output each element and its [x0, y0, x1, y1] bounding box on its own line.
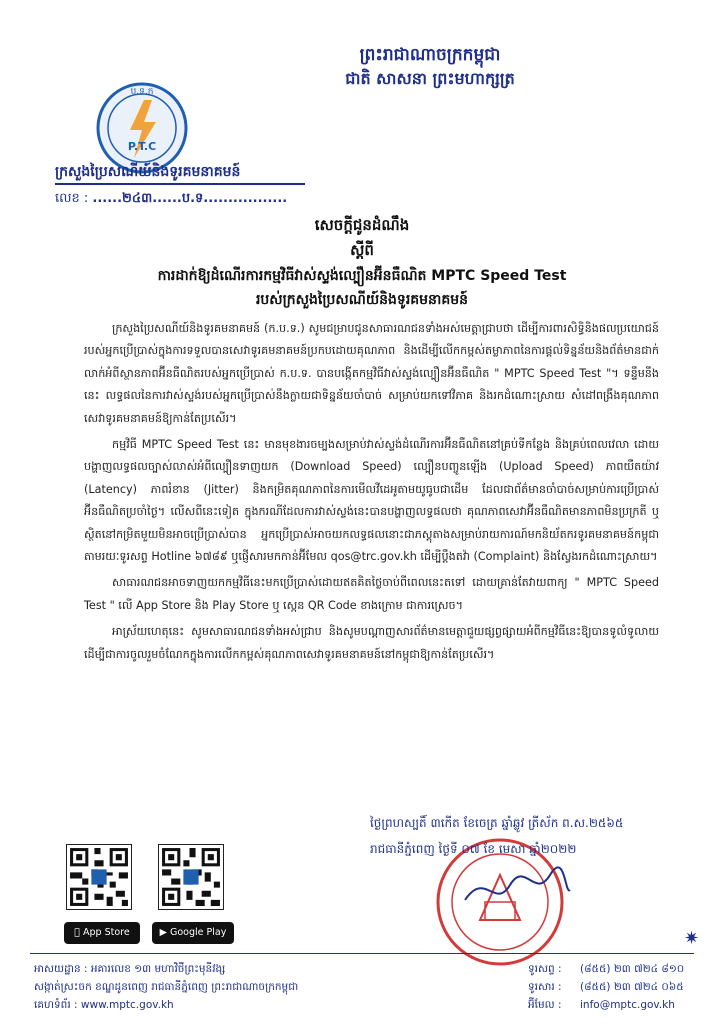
email-link[interactable]: info@mptc.gov.kh [580, 999, 675, 1011]
reference-value: ......២៤៣......ប.ទ................. [92, 191, 288, 206]
website-label: គេហទំព័រ : [34, 999, 78, 1011]
reference-label: លេខ : [55, 191, 89, 206]
address-line-2: សង្កាត់ស្រះចក ខណ្ឌដូនពេញ រាជធានីភ្នំពេញ ព្រះរាជាណាចក្រកម្ពុជា [34, 981, 299, 993]
fax-value: (៨៥៥) ២៣ ៧២៤ ០៦៥ [580, 981, 684, 993]
paragraph-1: ក្រសួងប្រៃសណីយ៍និងទូរគមនាគមន៍ (ក.ប.ទ.) សូមជម្រាបជូនសាធារណជនទាំងអស់មេត្តាជ្រាបថា ដើម្បីការពារសិទ្ធិនិងផលប្រយោជន៍របស់អ្នកប្រើប្រាស់ក្នុងការទទួលបានសេវាទូរគមនាគមន៍ប្រកបដោយគុណភាព និងដើម្បីលើកកម្ពស់តម្លាភាពនៃការផ្តល់ទិន្នន័យនិងព័ត៌មានជាក់លាក់អំពីស្ថានភាពអ៊ីនធឺណិតរបស់អ្នកប្រើប្រាស់ ក.ប.ទ. បានបង្កើតកម្មវិធីវាស់ស្ទង់ល្បឿនអ៊ីនធឺណិត " MPTC Speed Test "។ ទន្ទឹមនឹងនេះ លទ្ធផលនៃការវាស់ស្ទង់របស់អ្នកប្រើប្រាស់នឹងក្លាយជាទិន្នន័យចាំបាច់ សម្រាប់យកទៅវិភាគ និងរកដំណោះស្រាយ សំដៅពង្រឹងគុណភាពសេវាទូរគមនាគមន៍ឱ្យកាន់តែប្រសើរ។ [84, 322, 659, 425]
ministry-name: ក្រសួងប្រៃសណីយ៍និងទូរគមនាគមន៍ [55, 164, 241, 180]
paragraph-2: កម្មវិធី MPTC Speed Test នេះ មានមុខងារចម្បងសម្រាប់វាស់ស្ទង់ដំណើរការអ៊ីនធឺណិតនៅគ្រប់ទីកន្លែង និងគ្រប់ពេលវេលា ដោយបង្ហាញលទ្ធផលច្បាស់លាស់អំពីល្បឿនទាញយក (Download Speed) ល្បឿនបញ្ចូនឡើង (Upload Speed) ភាពយឺតយ៉ាវ (Latency) ភាពរំខាន (Jitter) និងកម្រិតគុណភាពនៃការមើលវីដេអូតាមយូធូបជាដើម ដែលជាព័ត៌មានចាំបាច់សម្រាប់ការប្រើប្រាស់អ៊ីនធឺណិតប្រចាំថ្ងៃ។ លើសពីនេះទៀត ក្នុងករណីដែលការវាស់ស្ទង់នេះបានបង្ហាញលទ្ធផលថា គុណភាពសេវាអ៊ីនធឺណិតមានភាពមិនប្រក្រតី ឬស្ថិតនៅកម្រិតមួយមិនអាចប្រើប្រាស់បាន អ្នកប្រើប្រាស់អាចយកលទ្ធផលនោះជាភស្តុតាងសម្រាប់រាយការណ៍មកនិយ័តករទូរគមនាគមន៍កម្ពុជា តាមរយៈទូរសព្ទ Hotline ៦៧៨៩ ឬផ្ញើសារមកកាន់អ៊ីមែល qos@trc.gov.kh ដើម្បីប្តឹងតវ៉ា (Complaint) និងស្វែងរកដំណោះស្រាយ។ [84, 438, 659, 564]
google-play-qr-code-icon[interactable] [158, 844, 224, 910]
app-store-label: App Store [78, 927, 126, 938]
phone-value: (៨៥៥) ២៣ ៧២៤ ៨១០ [580, 963, 685, 975]
google-play-label: Google Play [170, 927, 227, 938]
address-value: អគារលេខ ១៣ មហាវិថីព្រះមុនីវង្ស [90, 963, 226, 975]
footer-contact-block [528, 960, 703, 1014]
page-mark-icon: ✷ [684, 928, 700, 949]
email-label: អ៊ីមែល : [528, 999, 562, 1011]
paragraph-3: សាធារណជនអាចទាញយកកម្មវិធីនេះមកប្រើប្រាស់ដោយឥតគិតថ្លៃចាប់ពីពេលនេះតទៅ ដោយគ្រាន់តែវាយពាក្យ " MPTC Speed Test " លើ App Store និង Play Store ឬ ស្កេន QR Code ខាងក្រោម ជាការស្រេច។ [84, 576, 659, 612]
kingdom-motto: ជាតិ សាសនា ព្រះមហាក្សត្រ [345, 69, 515, 88]
footer-divider [30, 953, 694, 954]
google-play-badge[interactable] [152, 922, 234, 944]
fax-label: ទូរសារ : [528, 981, 562, 993]
date-block [370, 810, 690, 862]
paragraph-4: អាស្រ័យហេតុនេះ សូមសាធារណជនទាំងអស់ជ្រាប និងសូមបណ្តាញសារព័ត៌មានមេត្តាជួយផ្សព្វផ្សាយអំពីកម្មវិធីនេះឱ្យបានទូលំទូលាយ ដើម្បីជាការចូលរួមចំណែកក្នុងការលើកកម្ពស់គុណភាពសេវាទូរគមនាគមន៍នៅកម្ពុជាឱ្យកាន់តែប្រសើរ។ [84, 625, 659, 661]
app-store-qr-code-icon[interactable] [66, 844, 132, 910]
footer-address-block [34, 960, 454, 1014]
reference-number [55, 190, 287, 209]
notice-subject-owner: របស់ក្រសួងប្រៃសណីយ៍និងទូរគមនាគមន៍ [255, 292, 469, 308]
website-link[interactable]: www.mptc.gov.kh [80, 999, 174, 1011]
play-icon: ▶ [159, 927, 167, 938]
ministry-underline [55, 183, 305, 185]
logo-top-text: ប.ទ.ក [130, 87, 154, 97]
signature-icon [455, 860, 575, 920]
notice-subject: ការដាក់ឱ្យដំណើរការកម្មវិធីវាស់ស្ទង់ល្បឿនអ៊ីនធឺណិត MPTC Speed Test [157, 268, 567, 284]
phone-label: ទូរសព្ទ : [528, 963, 562, 975]
logo-bottom-text: P.T.C [127, 140, 157, 153]
address-label: អាសយដ្ឋាន : [34, 963, 88, 975]
app-store-badge[interactable] [64, 922, 140, 944]
notice-subject-label: ស្តីពី [350, 241, 374, 259]
notice-body [84, 318, 659, 670]
kingdom-title: ព្រះរាជាណាចក្រកម្ពុជា [359, 45, 501, 65]
lunar-date: ថ្ងៃព្រហស្បតិ៍ ៣កើត ខែចេត្រ ឆ្នាំឆ្លូវ ត្រីស័ក ព.ស.២៥៦៥ [370, 816, 624, 830]
apple-icon [74, 927, 80, 938]
notice-title: សេចក្តីជូនដំណឹង [314, 216, 410, 234]
solar-date: រាជធានីភ្នំពេញ ថ្ងៃទី ០៧ ខែ មេសា ឆ្នាំ២០២២ [370, 842, 577, 856]
